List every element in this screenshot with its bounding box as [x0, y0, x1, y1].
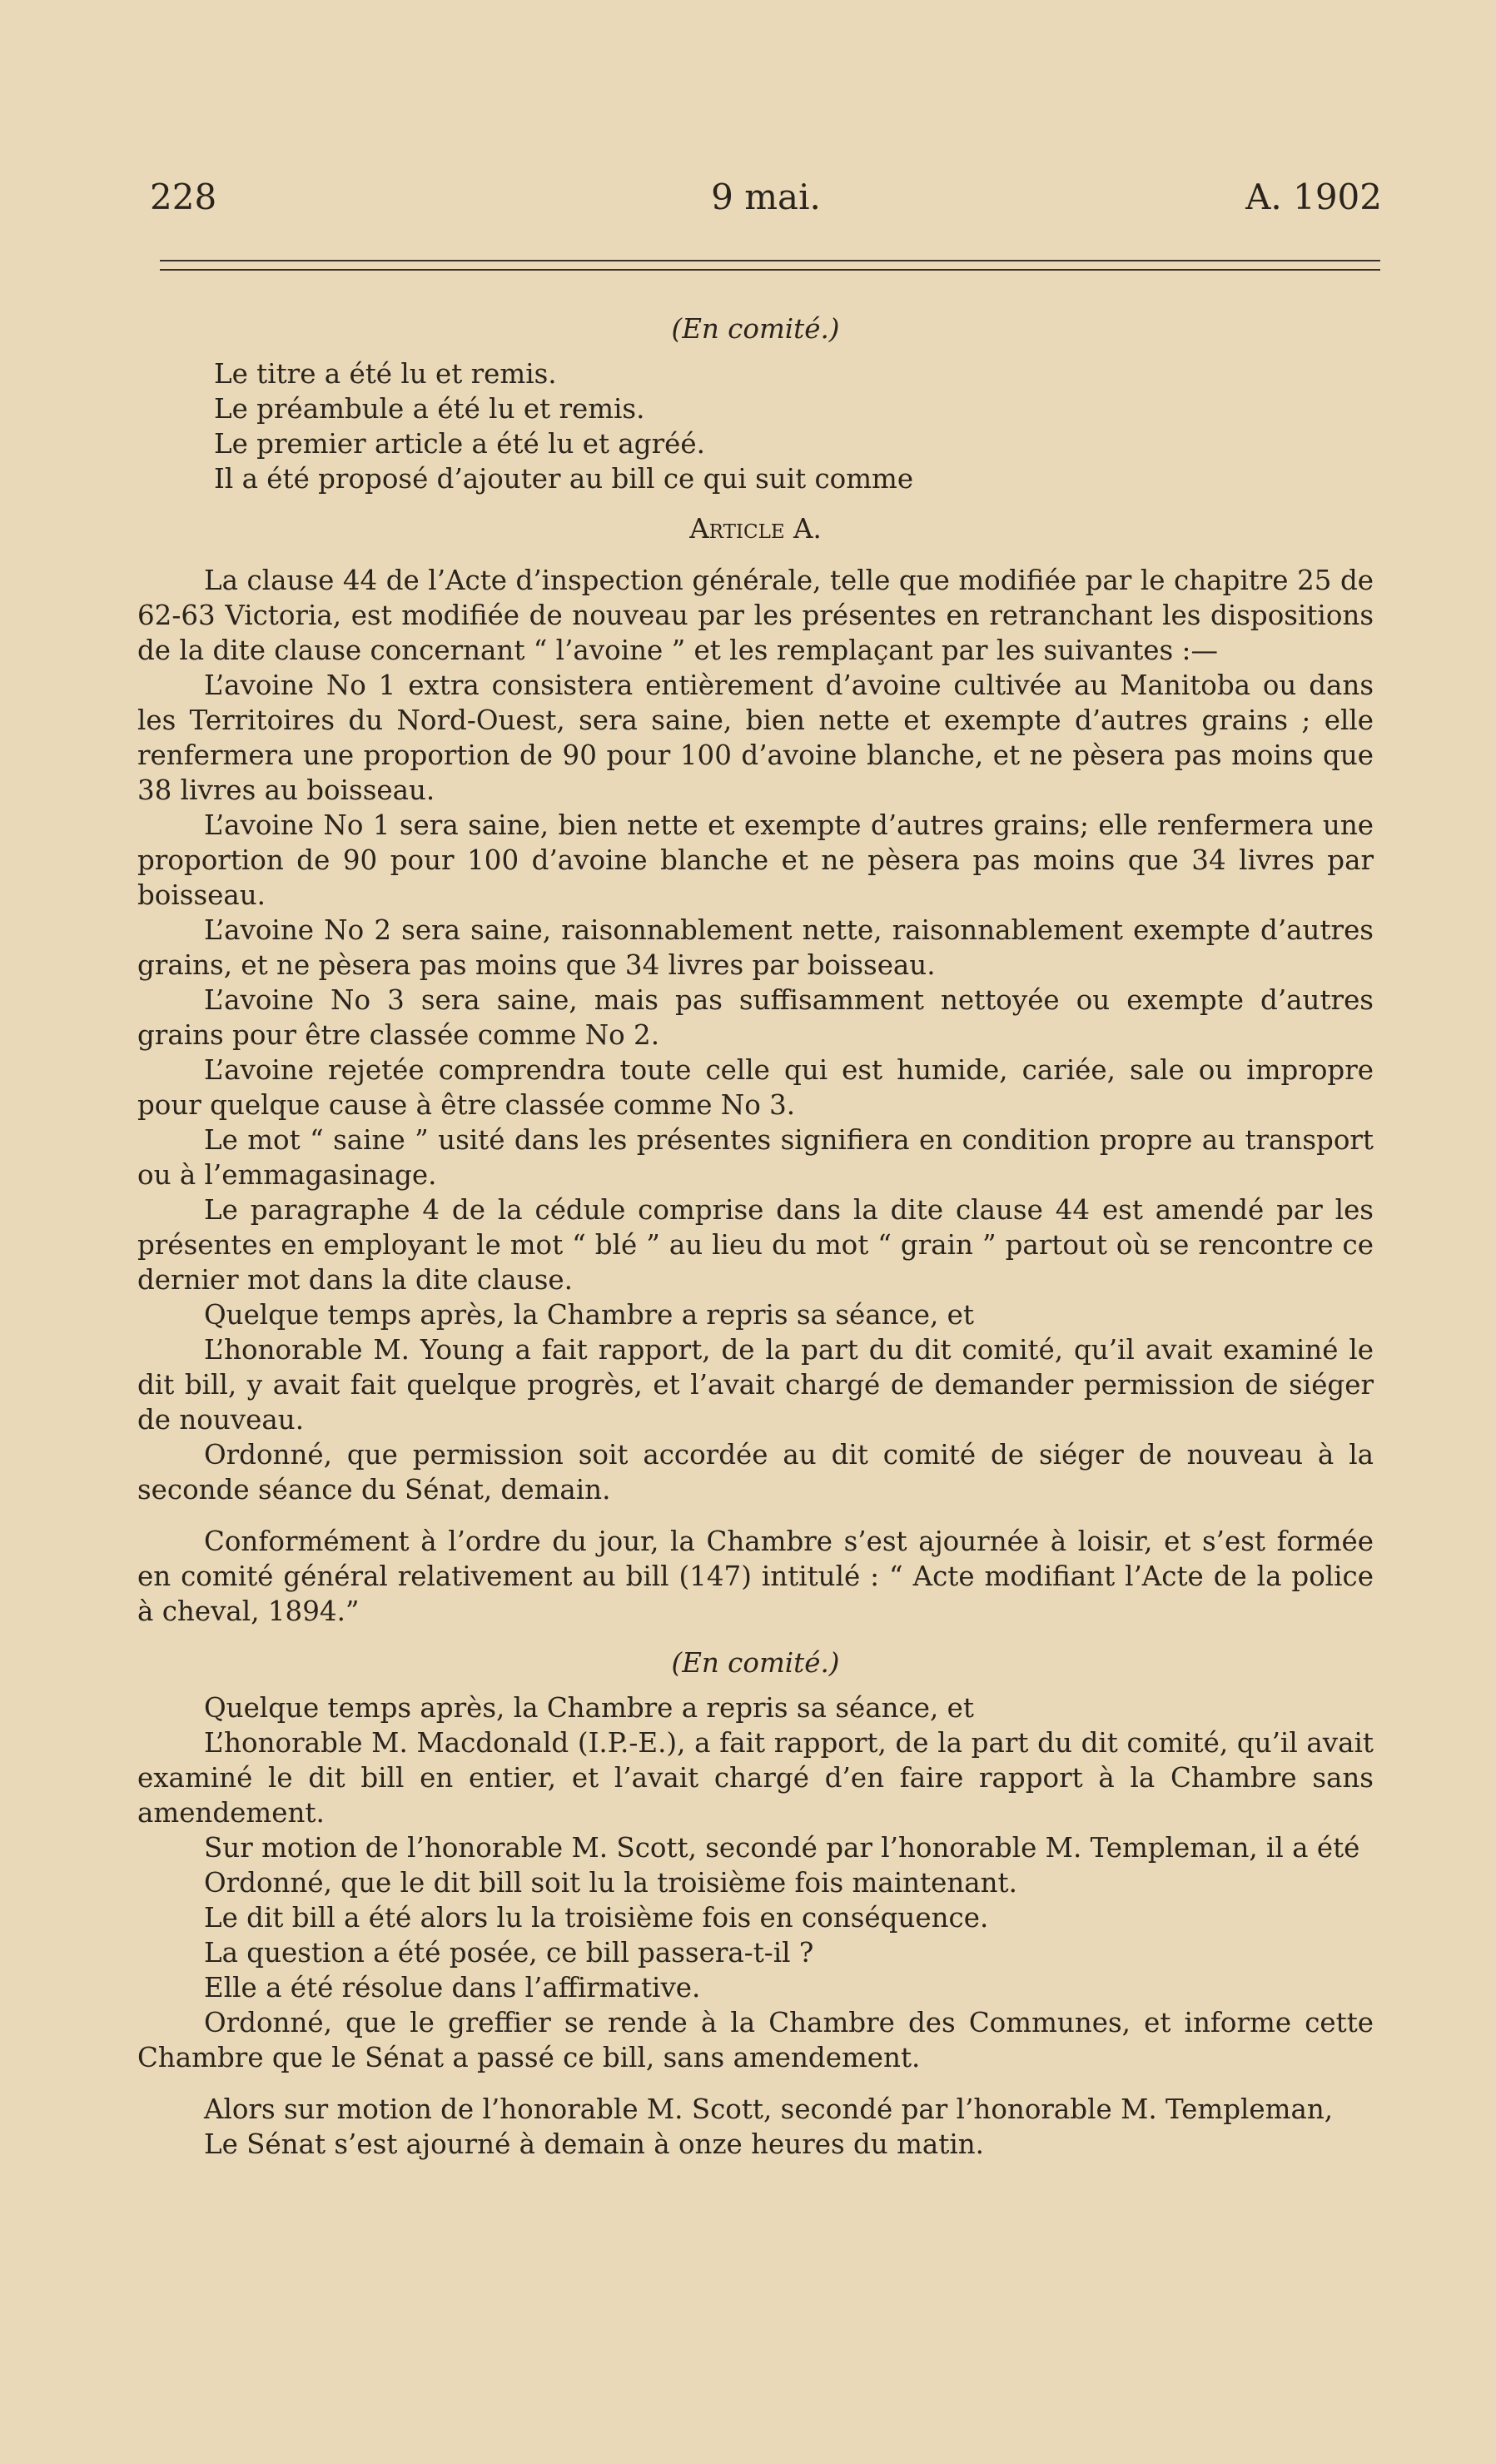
paragraph: Le mot “ saine ” usité dans les présentes signifiera en condition propre au transport ou à l’emmagasinage.	[137, 1124, 1374, 1191]
paragraph: Ordonné, que le greffier se rende à la Chambre des Communes, et informe cette Chambre que le Sénat a passé ce bill, sans amendement.	[137, 2007, 1374, 2073]
paragraph: Elle a été résolue dans l’affirmative.	[204, 1972, 701, 2004]
paragraph: Conformément à l’ordre du jour, la Chambre s’est ajournée à loisir, et s’est formée en comité général relativement au bill (147) intitulé : “ Acte modifiant l’Acte de la police à cheval, 1894.”	[137, 1526, 1374, 1627]
page-number: 228	[150, 177, 217, 217]
paragraph: Quelque temps après, la Chambre a repris sa séance, et	[204, 1692, 974, 1724]
paragraph: Il a été proposé d’ajouter au bill ce qui suit comme	[214, 463, 914, 495]
paragraph: L’avoine No 1 sera saine, bien nette et exempte d’autres grains; elle renfermera une proportion de 90 pour 100 d’avoine blanche et ne pèsera pas moins que 34 livres par boisseau.	[137, 809, 1374, 911]
paragraph: L’avoine No 1 extra consistera entièrement d’avoine cultivée au Manitoba ou dans les Territoires du Nord-Ouest, sera saine, bien nette et exempte d’autres grains ; elle renfermera une proportion de 90 pour 100 d’avoine blanche, et ne pèsera pas moins que 38 livres au boisseau.	[137, 670, 1374, 806]
paragraph: L’honorable M. Young a fait rapport, de la part du dit comité, qu’il avait examiné le dit bill, y avait fait quelque progrès, et l’avait chargé de demander permission de siéger de nouveau.	[137, 1334, 1374, 1436]
paragraph: Le Sénat s’est ajourné à demain à onze heures du matin.	[204, 2128, 984, 2160]
page-header	[150, 177, 1382, 226]
paragraph: Le titre a été lu et remis.	[214, 358, 557, 390]
paragraph: Le premier article a été lu et agréé.	[214, 428, 705, 460]
header-date: 9 mai.	[711, 177, 821, 217]
paragraph: Le préambule a été lu et remis.	[214, 393, 645, 425]
paragraph: L’avoine rejetée comprendra toute celle qui est humide, cariée, sale ou impropre pour quelque cause à être classée comme No 3.	[137, 1054, 1374, 1121]
section-heading: (En comité.)	[671, 313, 840, 345]
document-body	[137, 300, 1374, 2162]
paragraph: Alors sur motion de l’honorable M. Scott, secondé par l’honorable M. Templeman,	[204, 2093, 1334, 2125]
paragraph: L’avoine No 3 sera saine, mais pas suffisamment nettoyée ou exempte d’autres grains pour être classée comme No 2.	[137, 984, 1374, 1051]
section-heading: (En comité.)	[671, 1647, 840, 1679]
paragraph: L’honorable M. Macdonald (I.P.-E.), a fait rapport, de la part du dit comité, qu’il avait examiné le dit bill en entier, et l’avait chargé d’en faire rapport à la Chambre sans amendement.	[137, 1727, 1374, 1829]
paragraph: Sur motion de l’honorable M. Scott, secondé par l’honorable M. Templeman, il a été	[204, 1832, 1360, 1864]
paragraph: Ordonné, que le dit bill soit lu la troisième fois maintenant.	[204, 1867, 1017, 1899]
article-heading: Article A.	[689, 513, 822, 545]
paragraph: La clause 44 de l’Acte d’inspection générale, telle que modifiée par le chapitre 25 de 62-63 Victoria, est modifiée de nouveau par les présentes en retranchant les dispositions de la dite clause concernant “ l’avoine ” et les remplaçant par les suivantes :—	[137, 565, 1374, 666]
paragraph: Ordonné, que permission soit accordée au dit comité de siéger de nouveau à la seconde séance du Sénat, demain.	[137, 1439, 1374, 1506]
paragraph: Quelque temps après, la Chambre a repris sa séance, et	[204, 1299, 974, 1331]
paragraph: Le paragraphe 4 de la cédule comprise dans la dite clause 44 est amendé par les présentes en employant le mot “ blé ” au lieu du mot “ grain ” partout où se rencontre ce dernier mot dans la dite clause.	[137, 1194, 1374, 1296]
header-year: A. 1902	[1245, 177, 1382, 217]
paragraph: Le dit bill a été alors lu la troisième fois en conséquence.	[204, 1902, 989, 1934]
paragraph: La question a été posée, ce bill passera-t-il ?	[204, 1937, 814, 1969]
paragraph: L’avoine No 2 sera saine, raisonnablement nette, raisonnablement exempte d’autres grains, et ne pèsera pas moins que 34 livres par boisseau.	[137, 914, 1374, 981]
header-rule	[160, 260, 1380, 271]
